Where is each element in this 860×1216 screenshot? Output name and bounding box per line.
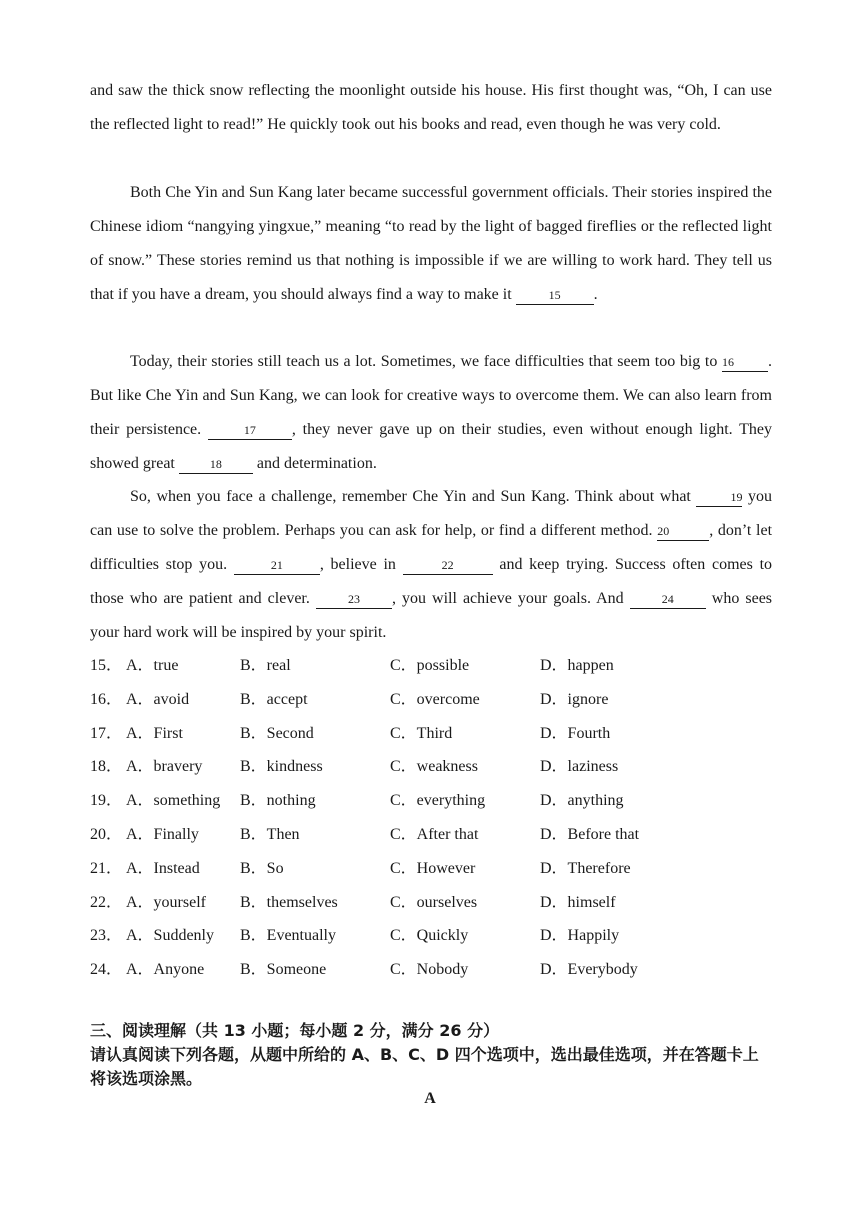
- option-c: C．overcome: [390, 690, 480, 708]
- option-d: D．himself: [540, 893, 616, 911]
- option-b: B．nothing: [240, 792, 316, 810]
- question-number: 20．: [90, 825, 123, 843]
- question-number: 23．: [90, 927, 123, 945]
- option-c: C．After that: [390, 825, 479, 843]
- paragraph-4: [90, 480, 772, 650]
- paragraph-1: [90, 74, 772, 142]
- option-a: A．yourself: [126, 893, 206, 911]
- paragraph-4-text-g: who sees your hard work will be inspired by your spirit.: [90, 590, 773, 641]
- question-number: 22．: [90, 893, 123, 911]
- blank-18: 18: [179, 456, 253, 474]
- option-a: A．Finally: [126, 825, 199, 843]
- paragraph-4-text-a: So, when you face a challenge, remember Che Yin and Sun Kang. Think about what: [130, 488, 691, 505]
- answer-options: [90, 649, 772, 987]
- option-b: B．So: [240, 859, 284, 877]
- blank-24: 24: [630, 591, 706, 609]
- blank-19: 19: [696, 489, 742, 507]
- blank-23: 23: [316, 591, 392, 609]
- option-c: C．weakness: [390, 758, 478, 776]
- question-row: [90, 784, 772, 818]
- option-b: B．Then: [240, 825, 300, 843]
- paragraph-2-end: .: [593, 286, 598, 303]
- option-d: D．Everybody: [540, 961, 638, 979]
- option-d: D．Before that: [540, 825, 640, 843]
- paragraph-4-text-b: you can use to solve the problem. Perhaps you can ask for help, or find a different method.: [90, 488, 773, 539]
- blank-20: 20: [657, 523, 709, 541]
- option-d: D．laziness: [540, 758, 619, 776]
- option-c: C．possible: [390, 657, 470, 674]
- paragraph-4-text-c: , don’t let difficulties stop you.: [90, 522, 773, 573]
- option-a: A．something: [126, 792, 221, 810]
- paragraph-4-text-e: and keep trying. Success often comes to those who are patient and clever.: [90, 556, 773, 607]
- option-d: D．ignore: [540, 690, 609, 708]
- paragraph-2-text: Both Che Yin and Sun Kang later became successful government officials. Their stories inspired the Chinese idiom “nangying yingxue,” meaning “to read by the light of bagged fireflies or the reflected light of snow.” These stories remind us that nothing is impossible if we are willing to work hard. They tell us that if you have a dream, you should always find a way to make it: [90, 184, 772, 303]
- option-a: A．Anyone: [126, 961, 205, 979]
- question-row: [90, 649, 772, 683]
- option-a: A．true: [126, 657, 179, 674]
- option-b: B．kindness: [240, 758, 323, 776]
- question-row: [90, 919, 772, 953]
- question-row: [90, 953, 772, 987]
- option-b: B．themselves: [240, 893, 338, 911]
- option-a: A．avoid: [126, 690, 190, 708]
- paragraph-3-text-d: and determination.: [256, 455, 377, 472]
- question-number: 21．: [90, 859, 123, 877]
- option-c: C．ourselves: [390, 893, 478, 911]
- question-number: 15．: [90, 657, 123, 674]
- paragraph-3-text-a: Today, their stories still teach us a lot. Sometimes, we face difficulties that seem too big to: [130, 353, 718, 370]
- question-row: [90, 683, 772, 717]
- option-d: D．Happily: [540, 927, 620, 945]
- paragraph-4-text-d: , believe in: [319, 556, 396, 573]
- blank-21: 21: [234, 557, 320, 575]
- question-number: 18．: [90, 758, 123, 776]
- paragraph-1-text: and saw the thick snow reflecting the moonlight outside his house. His first thought was, “Oh, I can use the reflected light to read!” He quickly took out his books and read, even though he was very cold.: [90, 82, 772, 133]
- option-d: D．Therefore: [540, 859, 631, 877]
- option-c: C．everything: [390, 792, 486, 810]
- question-number: 16．: [90, 690, 123, 708]
- question-number: 19．: [90, 792, 123, 810]
- section-title: 三、阅读理解（共 13 小题；每小题 2 分，满分 26 分）: [90, 1021, 500, 1040]
- blank-22: 22: [403, 557, 493, 575]
- option-a: A．bravery: [126, 758, 203, 776]
- option-d: D．Fourth: [540, 724, 611, 742]
- blank-15: 15: [516, 287, 594, 305]
- option-d: D．anything: [540, 792, 624, 810]
- option-c: C．Quickly: [390, 927, 469, 945]
- option-a: A．Instead: [126, 859, 200, 877]
- question-row: [90, 750, 772, 784]
- question-row: [90, 852, 772, 886]
- paragraph-2: [90, 176, 772, 312]
- blank-16: 16: [722, 354, 768, 372]
- option-a: A．Suddenly: [126, 927, 215, 945]
- option-b: B．Someone: [240, 961, 327, 979]
- blank-17: 17: [208, 422, 292, 440]
- passage-label: A: [424, 1090, 436, 1107]
- option-b: B．real: [240, 657, 291, 674]
- paragraph-3: [90, 345, 772, 481]
- option-b: B．Eventually: [240, 927, 336, 945]
- question-number: 24．: [90, 961, 123, 979]
- paragraph-3-text-c: , they never gave up on their studies, even without enough light. They showed great: [90, 421, 773, 472]
- paragraph-3-text-b: . But like Che Yin and Sun Kang, we can look for creative ways to overcome them. We can also learn from their persistence.: [90, 353, 772, 438]
- option-b: B．Second: [240, 724, 314, 742]
- question-number: 17．: [90, 724, 123, 742]
- paragraph-4-text-f: , you will achieve your goals. And: [391, 590, 624, 607]
- option-c: C．However: [390, 859, 476, 877]
- question-row: [90, 818, 772, 852]
- section-instructions: 请认真阅读下列各题，从题中所给的 A、B、C、D 四个选项中，选出最佳选项，并在答题卡上将该选项涂黑。: [90, 1045, 759, 1088]
- option-c: C．Nobody: [390, 961, 469, 979]
- question-row: [90, 717, 772, 751]
- option-c: C．Third: [390, 724, 453, 742]
- question-row: [90, 886, 772, 920]
- option-d: D．happen: [540, 657, 614, 674]
- option-a: A．First: [126, 724, 183, 742]
- option-b: B．accept: [240, 690, 308, 708]
